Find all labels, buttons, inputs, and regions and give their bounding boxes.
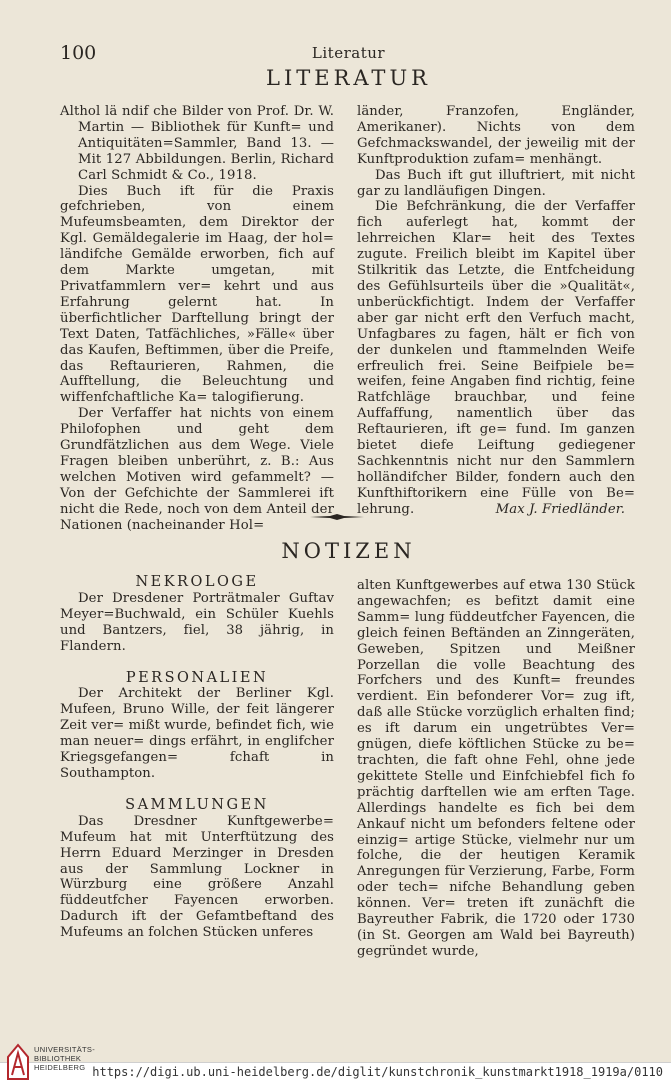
- paragraph-text: Das Dresdner Kunftgewerbe= Mufeum hat mit Unterftützung des Herrn Eduard Merzinger in Dresden aus der Sammlung Lockner in Würzburg eine größere Anzahl füddeutfcher Fayencen erworben. Dadurch ift der Gefamtbeftand des Mufeums an folchen Stücken unferes: [60, 813, 334, 941]
- paragraph-text: Die Befchränkung, die der Verfaffer fich auferlegt hat, kommt der lehrreichen Klar= heit des Textes zugute. Freilich bleibt im Kapitel über Stilkritik das Letzte, die Entfcheidung des Gefühlsurteils über die »Qualität«, unberückfichtigt. Indem der Verfaffer aber gar nicht erft den Verfuch macht, Unfagbares zu fagen, hält er fich von der dunkelen und ftammelnden Weife erfreulich frei. Seine Beifpiele be= weifen, feine Angaben find richtig, feine Ratfchläge brauchbar, und feine Auffaffung, namentlich über das Reftaurieren, ift ge= fund. Im ganzen bietet diefe Leiftung gediegener Sachkenntnis nicht nur den Sammlern holländifcher Bilder, fondern auch den Kunfthiftorikern eine Fülle von Be= lehrung.: [357, 199, 635, 517]
- source-url-link[interactable]: https://digi.ub.uni-heidelberg.de/diglit/kunstchronik_kunstmarkt1918_1919a/0110: [92, 1065, 663, 1079]
- footer-bar: [0, 1045, 671, 1084]
- paragraph-text: länder, Franzofen, Engländer, Amerikaner). Nichts von dem Gefchmackswandel, der jeweilig mit der Kunftproduktion zufam= menhängt.: [357, 104, 635, 167]
- paragraph: [357, 168, 635, 200]
- paragraph: [60, 814, 334, 941]
- notizen-heading: NOTIZEN: [281, 539, 416, 563]
- paragraph-text: PERSONALIEN: [125, 669, 269, 686]
- paragraph-text: Dies Buch ift für die Praxis gefchrieben, von einem Mufeumsbeamten, dem Direktor der Kgl. Gemäldegalerie im Haag, der hol= ländifche Gemälde erworben, fich auf dem Markte umgetan, mit Privatfammlern ver= kehrt und aus Erfahrung gelernt hat. In überfichtlicher Darftellung bringt der Text Daten, Tatfächliches, »Fälle« über das Kaufen, Beftimmen, über die Preife, das Reftaurieren, Rahmen, die Aufftellung, die Beleuchtung und wiffenfchaftliche Ka= talogifierung.: [60, 183, 334, 406]
- notizen-left-column: [60, 575, 334, 941]
- paragraph-text: SAMMLUNGEN: [125, 796, 269, 813]
- paragraph: [357, 199, 635, 517]
- section-subheading: [60, 798, 334, 814]
- paragraph: [357, 104, 635, 168]
- section-subheading: [60, 575, 334, 591]
- literatur-left-column: [60, 104, 334, 533]
- section-subheading: [60, 671, 334, 687]
- library-logo-text: UNIVERSITÄTS- BIBLIOTHEK HEIDELBERG: [34, 1045, 95, 1072]
- running-head: [60, 42, 637, 66]
- paragraph-text: Der Verfaffer hat nichts von einem Philofophen und geht dem Grundfätzlichen aus dem Wege. Viele Fragen bleiben unberührt, z. B.: Aus welchen Motiven wird gefammelt? — Von der Gefchichte der Sammlerei ift nicht die Rede, noch von dem Anteil der Nationen (nacheinander Hol=: [60, 406, 334, 533]
- paragraph-text: alten Kunftgewerbes auf etwa 130 Stück angewachfen; es befitzt damit eine Samm= lung füddeutfcher Fayencen, die gleich feinen Beftänden an Zinngeräten, Geweben, Spitzen und Meißner Porzellan die volle Beachtung des Forfchers und des Kunft= freundes verdient. Ein befonderer Vor= zug ift, daß alle Stücke vorzüglich erhalten find; es ift darum ein ungetrübtes Ver= gnügen, diefe köftlichen Stücke zu be= trachten, die faft ohne Fehl, ohne jede gekittete Stelle und Einfchiebfel fich fo prächtig darftellen wie am erften Tage. Allerdings handelte es fich bei dem Ankauf nicht um befonders feltene oder einzig= artige Stücke, vielmehr nur um folche, die der heutigen Keramik Anregungen für Verzierung, Farbe, Form oder tech= nifche Behandlung geben können. Ver= treten ift zunächft die Bayreuther Fabrik, die 1720 oder 1730 (in St. Georgen am Wald bei Bayreuth) gegründet wurde,: [357, 578, 635, 959]
- section-divider-ornament: [310, 512, 364, 522]
- paragraph-text: NEKROLOGE: [135, 574, 259, 590]
- paragraph-text: Althol lä ndif che Bilder von Prof. Dr. W. Martin — Bibliothek für Kunft= und Antiquitäten=Sammler, Band 13. — Mit 127 Abbildungen. Berlin, Richard Carl Schmidt & Co., 1918.: [60, 104, 334, 183]
- paragraph: [60, 406, 334, 533]
- paragraph: [357, 578, 635, 960]
- paragraph: [60, 184, 334, 407]
- review-signature: Max J. Friedländer.: [495, 501, 625, 517]
- paragraph-text: Das Buch ift gut illuftriert, mit nicht gar zu landläufigen Dingen.: [357, 167, 635, 199]
- paragraph-text: Der Dresdener Porträtmaler Guftav Meyer=Buchwald, ein Schüler Kuehls und Bantzers, fiel, 38 jährig, in Flandern.: [60, 590, 334, 654]
- page-number: 100: [60, 42, 97, 64]
- paragraph: [60, 104, 334, 184]
- literatur-heading: LITERATUR: [266, 66, 431, 90]
- literatur-right-column: [357, 104, 635, 518]
- paragraph: [60, 686, 334, 781]
- paragraph: [60, 591, 334, 655]
- paragraph-text: Der Architekt der Berliner Kgl. Mufeen, Bruno Wille, der feit längerer Zeit ver= mißt wurde, befindet fich, wie man neuer= dings erfährt, in englifcher Kriegsgefangen= fchaft in Southampton.: [60, 686, 334, 781]
- notizen-right-column: [357, 578, 635, 960]
- library-logo-icon: [6, 1043, 30, 1081]
- running-title: Literatur: [311, 44, 386, 62]
